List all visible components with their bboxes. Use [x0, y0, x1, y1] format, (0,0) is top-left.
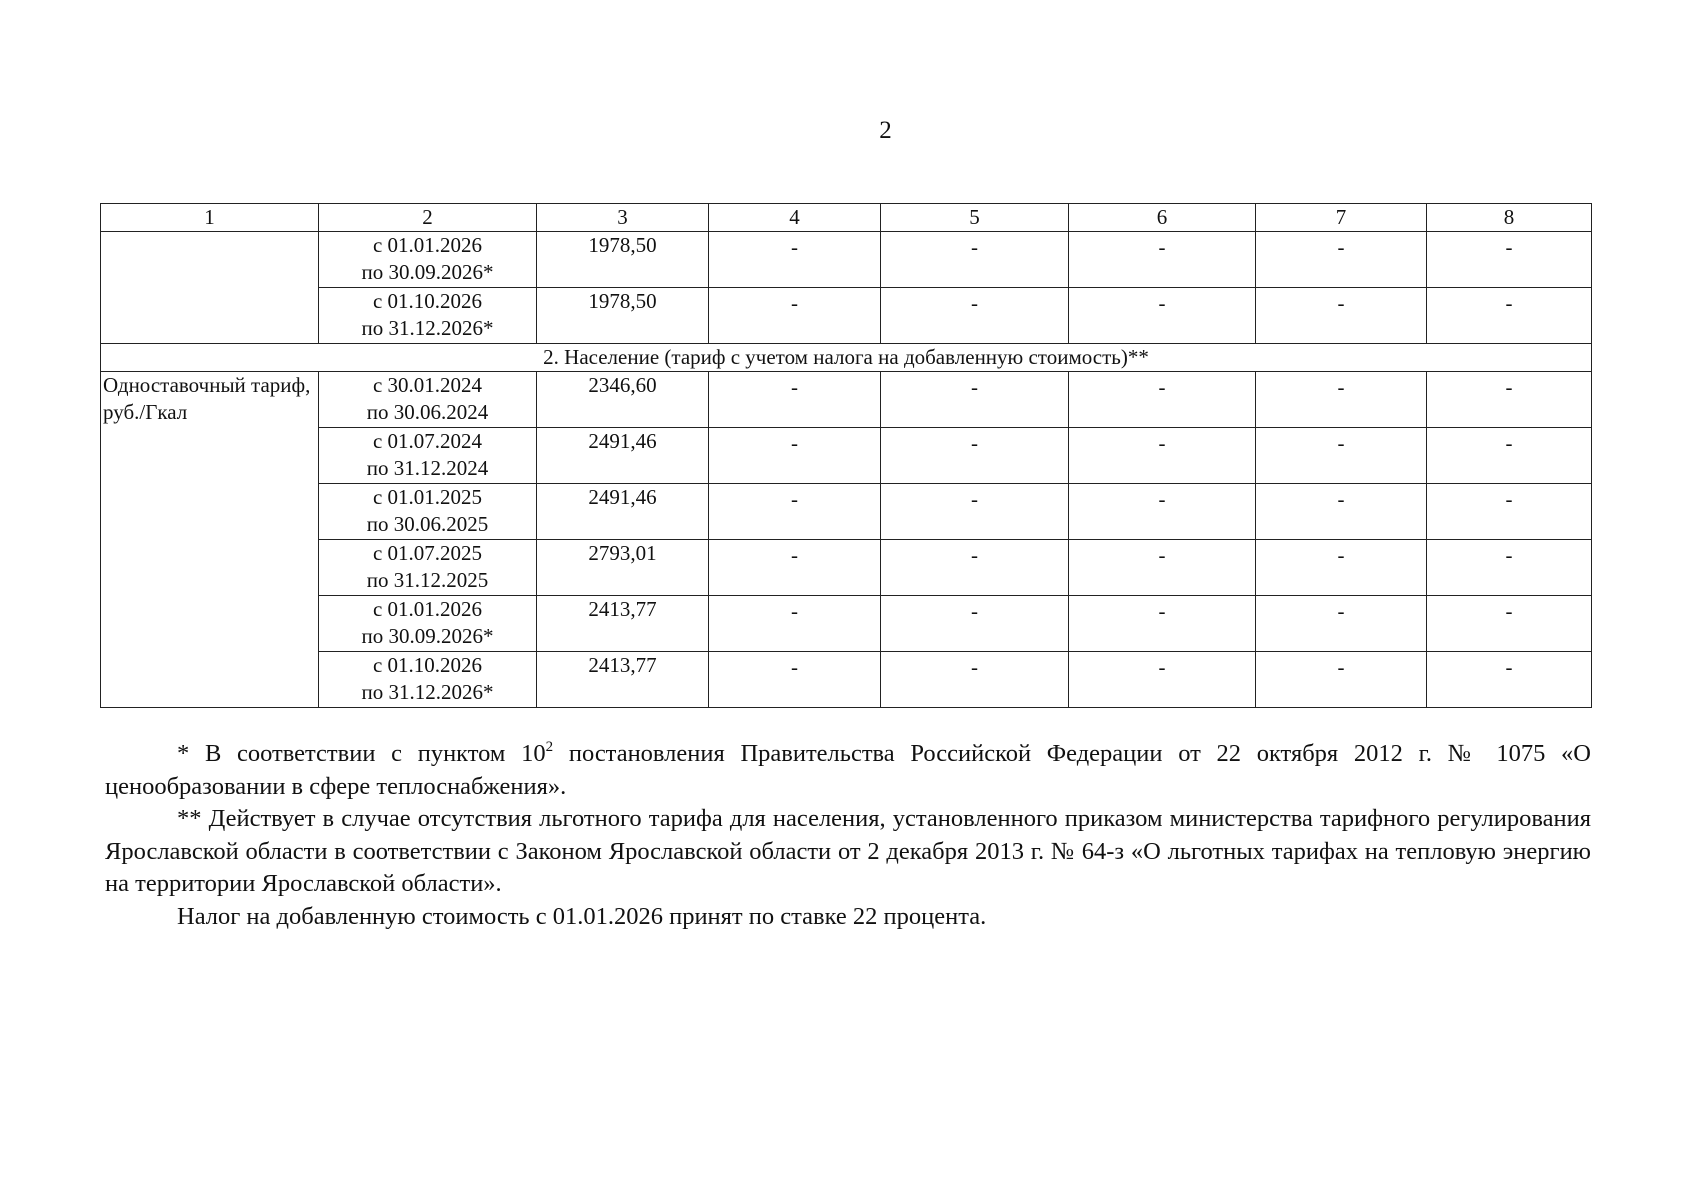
empty-value-dash: -	[1427, 652, 1592, 708]
empty-value-dash: -	[881, 232, 1069, 288]
period-to: по 31.12.2026*	[361, 316, 494, 340]
empty-value-dash: -	[881, 540, 1069, 596]
empty-value-dash: -	[1427, 540, 1592, 596]
section-title: 2. Население (тариф с учетом налога на добавленную стоимость)**	[101, 344, 1592, 372]
period-from: с 30.01.2024	[372, 373, 483, 397]
empty-value-dash: -	[709, 428, 881, 484]
period-to: по 30.09.2026*	[361, 624, 494, 648]
tariff-value: 1978,50	[537, 232, 709, 288]
footnote-2: ** Действует в случае отсутствия льготного тарифа для населения, установленного приказом министерства тарифного регулирования Ярославской области в соответствии с Законом Ярославской области от 2 декабря 2013 г. № 64-з «О льготных тарифах на тепловую энергию на территории Ярославской области».	[105, 805, 1591, 897]
empty-value-dash: -	[881, 596, 1069, 652]
tariff-value: 1978,50	[537, 288, 709, 344]
section-row	[101, 344, 1592, 372]
empty-value-dash: -	[1427, 288, 1592, 344]
period-to: по 30.06.2025	[366, 512, 489, 536]
category-label: Одноставочный тариф, руб./Гкал	[101, 372, 319, 708]
period-from: с 01.10.2026	[372, 653, 483, 677]
empty-value-dash: -	[709, 596, 881, 652]
empty-value-dash: -	[709, 288, 881, 344]
table-row	[101, 596, 1592, 652]
period-from: с 01.01.2026	[372, 233, 483, 257]
tariff-value: 2346,60	[537, 372, 709, 428]
empty-value-dash: -	[1256, 540, 1427, 596]
table-row	[101, 540, 1592, 596]
empty-value-dash: -	[1069, 652, 1256, 708]
empty-value-dash: -	[881, 372, 1069, 428]
period-from: с 01.07.2025	[372, 541, 483, 565]
empty-value-dash: -	[1427, 596, 1592, 652]
empty-value-dash: -	[1069, 428, 1256, 484]
empty-value-dash: -	[881, 288, 1069, 344]
period-cell	[319, 372, 537, 428]
empty-value-dash: -	[1427, 484, 1592, 540]
table-row	[101, 372, 1592, 428]
column-number: 2	[319, 204, 537, 232]
table-row	[101, 428, 1592, 484]
vat-note: Налог на добавленную стоимость с 01.01.2026 принят по ставке 22 процента.	[177, 902, 987, 930]
empty-value-dash: -	[1069, 372, 1256, 428]
empty-value-dash: -	[1069, 288, 1256, 344]
period-cell	[319, 288, 537, 344]
empty-value-dash: -	[1256, 288, 1427, 344]
tariff-value: 2413,77	[537, 596, 709, 652]
period-from: с 01.10.2026	[372, 289, 483, 313]
period-cell	[319, 484, 537, 540]
period-from: с 01.07.2024	[372, 429, 483, 453]
empty-value-dash: -	[1427, 232, 1592, 288]
period-to: по 31.12.2025	[366, 568, 489, 592]
footnotes	[105, 738, 1591, 933]
empty-value-dash: -	[709, 540, 881, 596]
empty-value-dash: -	[709, 372, 881, 428]
tariff-value: 2793,01	[537, 540, 709, 596]
empty-value-dash: -	[881, 428, 1069, 484]
empty-value-dash: -	[709, 484, 881, 540]
period-from: с 01.01.2025	[372, 485, 483, 509]
period-to: по 31.12.2026*	[361, 680, 494, 704]
column-number: 6	[1069, 204, 1256, 232]
column-number: 8	[1427, 204, 1592, 232]
table-row	[101, 288, 1592, 344]
table-row	[101, 232, 1592, 288]
tariff-table	[100, 203, 1592, 708]
empty-value-dash: -	[1069, 540, 1256, 596]
empty-value-dash: -	[709, 652, 881, 708]
empty-value-dash: -	[881, 652, 1069, 708]
column-number: 3	[537, 204, 709, 232]
period-to: по 30.06.2024	[366, 400, 489, 424]
footnote-1-superscript: 2	[545, 739, 554, 755]
tariff-value: 2491,46	[537, 428, 709, 484]
period-cell	[319, 596, 537, 652]
period-cell	[319, 428, 537, 484]
tariff-table-body	[101, 204, 1592, 708]
footnote-1: * В соответствии с пунктом $10^2$ постановления Правительства Российской Федерации от 22 октября 2012 г. № 1075 «О ценообразовании в сфере теплоснабжения».	[105, 739, 1592, 800]
table-header-row	[101, 204, 1592, 232]
tariff-value: 2491,46	[537, 484, 709, 540]
empty-value-dash: -	[1256, 652, 1427, 708]
empty-value-dash: -	[1256, 596, 1427, 652]
empty-value-dash: -	[1256, 372, 1427, 428]
column-number: 7	[1256, 204, 1427, 232]
empty-value-dash: -	[709, 232, 881, 288]
column-number: 5	[881, 204, 1069, 232]
period-cell	[319, 652, 537, 708]
empty-value-dash: -	[1256, 484, 1427, 540]
empty-value-dash: -	[1427, 428, 1592, 484]
period-cell	[319, 540, 537, 596]
column-number: 4	[709, 204, 881, 232]
period-to: по 31.12.2024	[366, 456, 489, 480]
table-row	[101, 652, 1592, 708]
period-to: по 30.09.2026*	[361, 260, 494, 284]
empty-value-dash: -	[881, 484, 1069, 540]
category-cell-empty	[101, 232, 319, 344]
period-cell	[319, 232, 537, 288]
column-number: 1	[101, 204, 319, 232]
empty-value-dash: -	[1427, 372, 1592, 428]
table-row	[101, 484, 1592, 540]
period-from: с 01.01.2026	[372, 597, 483, 621]
empty-value-dash: -	[1256, 232, 1427, 288]
page-number: 2	[879, 117, 892, 144]
empty-value-dash: -	[1069, 484, 1256, 540]
empty-value-dash: -	[1069, 232, 1256, 288]
tariff-value: 2413,77	[537, 652, 709, 708]
empty-value-dash: -	[1069, 596, 1256, 652]
empty-value-dash: -	[1256, 428, 1427, 484]
